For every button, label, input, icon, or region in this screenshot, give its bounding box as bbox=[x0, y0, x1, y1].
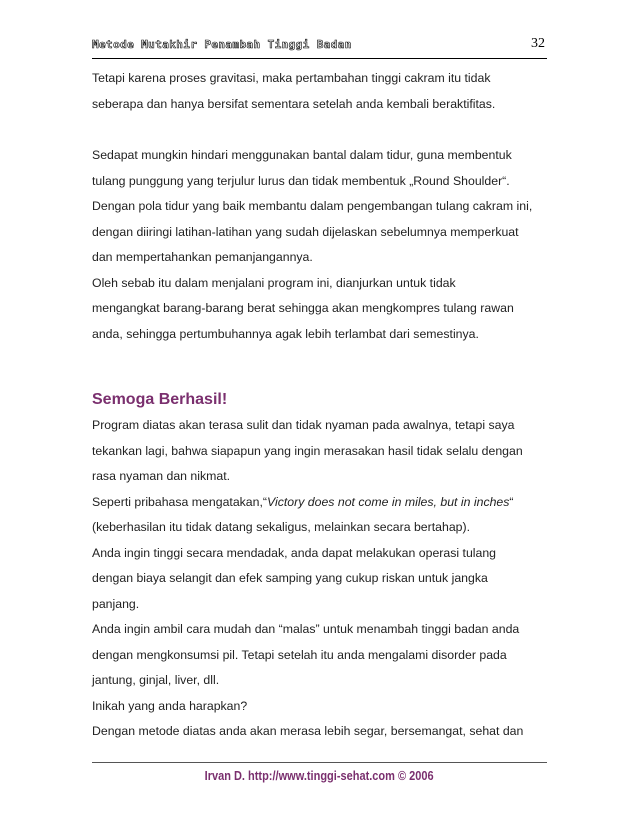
paragraph-line: panjang. bbox=[92, 596, 140, 611]
paragraph-line: Dengan pola tidur yang baik membantu dalam pengembangan tulang cakram ini, bbox=[92, 199, 533, 213]
page-header bbox=[92, 38, 547, 59]
paragraph-line: dengan diiringi latihan-latihan yang sudah dijelaskan sebelumnya memperkuat bbox=[92, 224, 519, 239]
paragraph-line: (keberhasilan itu tidak datang sekaligus, melainkan secara bertahap). bbox=[92, 520, 471, 534]
footer-credit: Irvan D. http://www.tinggi-sehat.com © 2006 bbox=[204, 769, 434, 783]
paragraph-line: Oleh sebab itu dalam menjalani program ini, dianjurkan untuk tidak bbox=[92, 275, 456, 290]
paragraph-line: Tetapi karena proses gravitasi, maka pertambahan tinggi cakram itu tidak bbox=[92, 71, 491, 85]
paragraph-line: seberapa dan hanya bersifat sementara setelah anda kembali beraktifitas. bbox=[92, 96, 496, 111]
paragraph-line: rasa nyaman dan nikmat. bbox=[92, 469, 231, 483]
quote-text: Victory does not come in miles, but in inches bbox=[267, 494, 510, 509]
section-heading: Semoga Berhasil! bbox=[92, 391, 228, 408]
page-number: 32 bbox=[531, 36, 545, 51]
paragraph-line: dengan biaya selangit dan efek samping yang cukup riskan untuk jangka bbox=[92, 571, 488, 585]
paragraph-line: Anda ingin ambil cara mudah dan “malas” untuk menambah tinggi badan anda bbox=[92, 622, 520, 636]
quote-prefix: Seperti pribahasa mengatakan,“ bbox=[92, 494, 267, 509]
page-content bbox=[92, 66, 547, 745]
paragraph-line: Anda ingin tinggi secara mendadak, anda dapat melakukan operasi tulang bbox=[92, 545, 497, 560]
paragraph-line: Inikah yang anda harapkan? bbox=[92, 698, 248, 713]
paragraph-line: dan mempertahankan pemanjangannya. bbox=[92, 250, 313, 264]
footer-divider bbox=[92, 762, 547, 763]
paragraph-line: tekankan lagi, bahwa siapapun yang ingin merasakan hasil tidak selalu dengan bbox=[92, 443, 523, 458]
paragraph-line: mengangkat barang-barang berat sehingga akan mengkompres tulang rawan bbox=[92, 301, 514, 315]
paragraph-line: jantung, ginjal, liver, dll. bbox=[92, 673, 220, 687]
paragraph-line: dengan mengkonsumsi pil. Tetapi setelah itu anda mengalami disorder pada bbox=[92, 647, 507, 662]
paragraph-line: Program diatas akan terasa sulit dan tidak nyaman pada awalnya, tetapi saya bbox=[92, 418, 515, 432]
quote-suffix: “ bbox=[509, 494, 514, 509]
paragraph-line: tulang punggung yang terjulur lurus dan tidak membentuk „Round Shoulder“. bbox=[92, 173, 510, 188]
paragraph-line: anda, sehingga pertumbuhannya agak lebih terlambat dari semestinya. bbox=[92, 326, 479, 341]
paragraph-line: Sedapat mungkin hindari menggunakan bantal dalam tidur, guna membentuk bbox=[92, 148, 512, 162]
quote-line bbox=[92, 490, 547, 516]
header-title: Metode Mutakhir Penambah Tinggi Badan bbox=[92, 38, 352, 51]
paragraph-line: Dengan metode diatas anda akan merasa lebih segar, bersemangat, sehat dan bbox=[92, 724, 524, 738]
